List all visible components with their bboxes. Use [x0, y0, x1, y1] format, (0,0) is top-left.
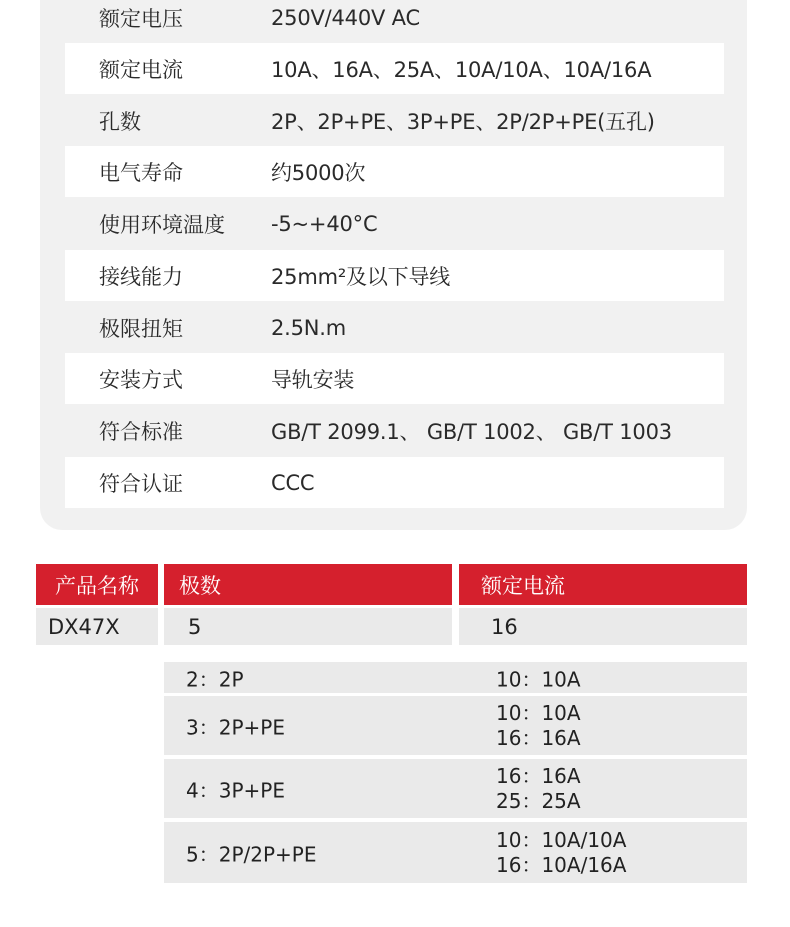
spec-value: 2.5N.m — [271, 315, 347, 340]
option-current: 10：10A — [496, 667, 581, 691]
rated-current-value: 16 — [491, 614, 518, 639]
spec-row-standards — [65, 405, 724, 456]
option-row — [164, 822, 747, 883]
option-row — [164, 662, 747, 693]
poles-cell[interactable] — [164, 608, 452, 645]
spec-row-wiring — [65, 250, 724, 301]
spec-row-temperature — [65, 198, 724, 249]
header-poles — [164, 564, 452, 605]
option-current: 10：10A/10A — [496, 827, 627, 852]
option-currents — [496, 764, 581, 814]
spec-label: 额定电流 — [99, 57, 183, 82]
option-pole: 3：2P+PE — [186, 715, 285, 739]
spec-label: 接线能力 — [99, 264, 183, 289]
spec-value: 10A、16A、25A、10A/10A、10A/16A — [271, 57, 652, 82]
spec-value: 2P、2P+PE、3P+PE、2P/2P+PE(五孔) — [271, 109, 655, 134]
product-name-value: DX47X — [48, 614, 120, 639]
spec-value: CCC — [271, 470, 315, 495]
spec-row-voltage — [65, 0, 724, 43]
option-current: 16：16A — [496, 763, 581, 788]
spec-row-current — [65, 43, 724, 94]
spec-label: 孔数 — [99, 109, 141, 134]
option-currents — [496, 701, 581, 751]
spec-label: 极限扭矩 — [99, 316, 183, 341]
spec-row-certification — [65, 457, 724, 508]
spec-label: 电气寿命 — [99, 160, 183, 185]
spec-label: 安装方式 — [99, 367, 183, 392]
option-pole: 5：2P/2P+PE — [186, 842, 317, 866]
option-pole: 2：2P — [186, 667, 244, 691]
product-name-cell — [36, 608, 158, 645]
header-product-name — [36, 564, 158, 605]
option-pole: 4：3P+PE — [186, 778, 285, 802]
spec-row-installation — [65, 353, 724, 404]
option-current: 25：25A — [496, 788, 581, 813]
spec-label: 符合认证 — [99, 471, 183, 496]
spec-value: 导轨安装 — [271, 367, 355, 392]
spec-label: 使用环境温度 — [99, 212, 225, 237]
spec-label: 符合标准 — [99, 419, 183, 444]
spec-value: -5~+40°C — [271, 211, 378, 236]
spec-value: 25mm²及以下导线 — [271, 264, 451, 289]
header-poles-label: 极数 — [179, 573, 221, 598]
header-product-name-label: 产品名称 — [55, 573, 139, 598]
option-currents — [496, 828, 626, 878]
option-row — [164, 759, 747, 818]
spec-row-torque — [65, 302, 724, 353]
spec-value: 250V/440V AC — [271, 5, 420, 30]
spec-label: 额定电压 — [99, 6, 183, 31]
header-rated-current — [459, 564, 747, 605]
spec-value: 约5000次 — [271, 160, 366, 185]
spec-value: GB/T 2099.1、 GB/T 1002、 GB/T 1003 — [271, 419, 672, 444]
option-current: 16：10A/16A — [496, 852, 627, 877]
option-current: 16：16A — [496, 725, 581, 750]
header-rated-current-label: 额定电流 — [481, 573, 565, 598]
option-current: 10：10A — [496, 700, 581, 725]
rated-current-cell[interactable] — [459, 608, 747, 645]
poles-value: 5 — [188, 614, 202, 639]
option-row — [164, 696, 747, 755]
spec-row-holes — [65, 95, 724, 146]
spec-row-life — [65, 146, 724, 197]
option-currents — [496, 667, 581, 692]
